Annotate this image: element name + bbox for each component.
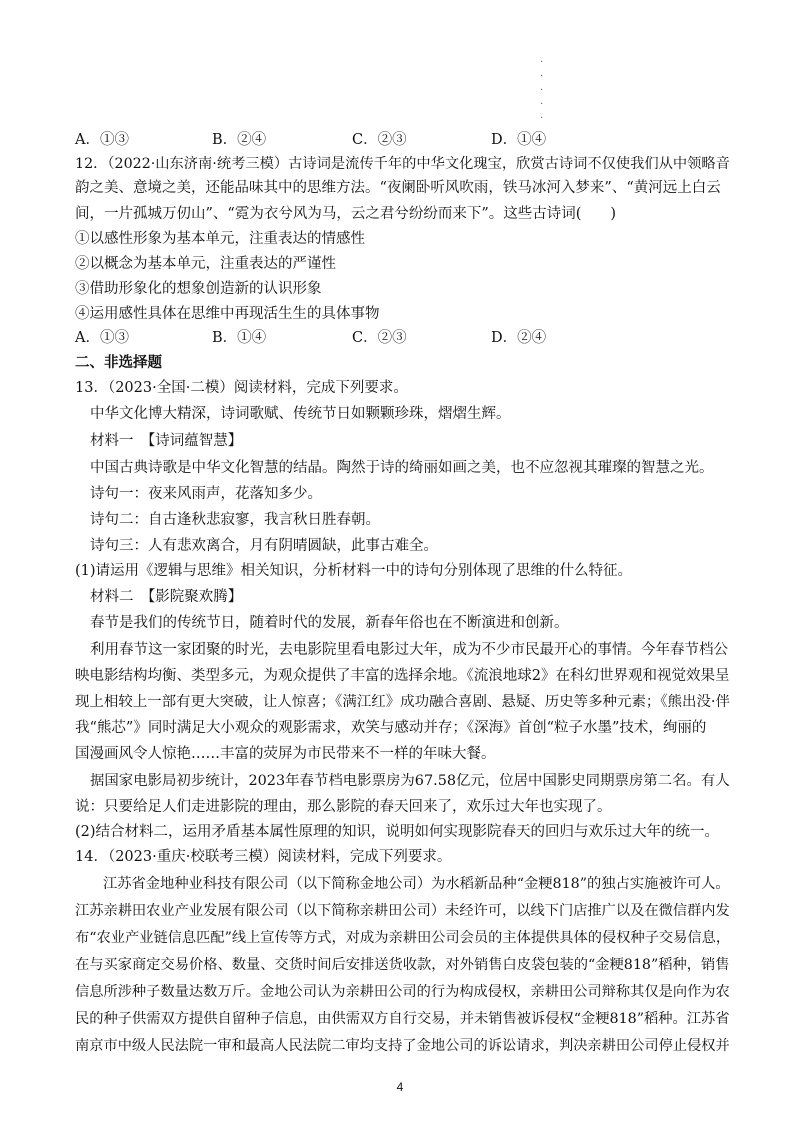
q12-option-a: A．①③ bbox=[75, 330, 129, 346]
q13-material2-title: 材料二 【影院聚欢腾】 bbox=[90, 589, 243, 605]
q13-intro: 中华文化博大精深，诗词歌赋、传统节日如颗颗珍珠，熠熠生辉。 bbox=[90, 406, 511, 422]
q12-stem-line3: 间，一片孤城万仞山”、“霓为衣兮风为马，云之君兮纷纷而来下”。这些古诗词( ) bbox=[75, 206, 617, 222]
q13-material2-para2-line4: 我“熊芯”》同时满足大小观众的观影需求，欢笑与感动并存；《深海》首创“粒子水墨”技术，绚丽的 bbox=[75, 720, 707, 736]
q12-statement-2: ②以概念为基本单元，注重表达的严谨性 bbox=[75, 256, 336, 272]
q12-stem-line1: 12．（2022·山东济南·统考三模）古诗词是流传千年的中华文化瑰宝，欣赏古诗词不仅使我们从中领略音 bbox=[75, 156, 730, 172]
q13-material2-para2-line2: 映电影结构均衡、类型多元，为观众提供了丰富的选择余地。《流浪地球2》在科幻世界观和视觉效果呈 bbox=[75, 668, 730, 684]
q14-material-line6: 民的种子供需双方提供自留种子信息，由供需双方自行交易，并未销售被诉侵权“金粳818”稻种。江苏省 bbox=[75, 1011, 730, 1027]
q13-poem-1: 诗句一：夜来风雨声，花落知多少。 bbox=[90, 486, 322, 502]
q13-material1-paragraph: 中国古典诗歌是中华文化智慧的结晶。陶然于诗的绮丽如画之美，也不应忽视其璀璨的智慧之光。 bbox=[90, 460, 714, 476]
q13-subquestion-1: (1)请运用《逻辑与思维》相关知识，分析材料一中的诗句分别体现了思维的什么特征。 bbox=[75, 563, 633, 579]
q13-material2-para1: 春节是我们的传统节日，随着时代的发展，新春年俗也在不断演进和创新。 bbox=[90, 615, 569, 631]
margin-dots: · · · · · bbox=[540, 57, 544, 124]
q13-material2-para2-line5: 国漫画风令人惊艳……丰富的荧屏为市民带来不一样的年味大餐。 bbox=[75, 746, 496, 762]
q14-material-line5: 信息所涉种子数量达数万斤。金地公司认为亲耕田公司的行为构成侵权，亲耕田公司辩称其仅是向作为农 bbox=[75, 984, 730, 1000]
section-heading: 二、非选择题 bbox=[75, 355, 162, 371]
q12-stem-line2: 韵之美、意境之美，还能品味其中的思维方法。“夜阑卧听风吹雨，铁马冰河入梦来”、“黄河远上白云 bbox=[75, 180, 721, 196]
q12-option-b: B．①④ bbox=[212, 330, 267, 346]
q14-heading: 14．（2023·重庆·校联考三模）阅读材料，完成下列要求。 bbox=[75, 849, 452, 865]
q12-statement-4: ④运用感性具体在思维中再现活生生的具体事物 bbox=[75, 306, 380, 322]
q14-material-line1: 江苏省金地种业科技有限公司（以下简称金地公司）为水稻新品种“金粳818”的独占实施被许可人。 bbox=[103, 876, 730, 892]
q13-poem-3: 诗句三：人有悲欢离合，月有阴晴圆缺，此事古难全。 bbox=[90, 538, 438, 554]
q14-material-line4: 在与买家商定交易价格、数量、交货时间后安排送货收款，对外销售白皮袋包装的“金粳818”稻种，销售 bbox=[75, 957, 730, 973]
q13-material2-para3-line2: 说：只要给足人们走进影院的理由，那么影院的春天回来了，欢乐过大年也实现了。 bbox=[75, 799, 612, 815]
q13-poem-2: 诗句二：自古逢秋悲寂寥，我言秋日胜春朝。 bbox=[90, 512, 380, 528]
q14-material-line7: 南京市中级人民法院一审和最高人民法院二审均支持了金地公司的诉讼请求，判决亲耕田公司停止侵权并 bbox=[75, 1038, 730, 1054]
q12-option-d: D．②④ bbox=[491, 330, 547, 346]
q11-option-c: C．②③ bbox=[352, 132, 407, 148]
q14-material-line3: 布“农业产业链信息匹配”线上宣传等方式，对成为亲耕田公司会员的主体提供具体的侵权种子交易信息， bbox=[75, 930, 731, 946]
q13-heading: 13．（2023·全国·二模）阅读材料，完成下列要求。 bbox=[75, 380, 408, 396]
q11-option-d: D．①④ bbox=[491, 132, 547, 148]
q13-material2-para2-line1: 利用春节这一家团聚的时光，去电影院里看电影过大年，成为不少市民最开心的事情。今年春节档公 bbox=[90, 642, 728, 658]
q14-material-line2: 江苏亲耕田农业产业发展有限公司（以下简称亲耕田公司）未经许可，以线下门店推广以及在微信群内发 bbox=[75, 903, 730, 919]
q13-material1-title: 材料一 【诗词蕴智慧】 bbox=[90, 433, 243, 449]
page-number: 4 bbox=[396, 1080, 404, 1094]
q12-statement-3: ③借助形象化的想象创造新的认识形象 bbox=[75, 281, 322, 297]
q11-option-b: B．②④ bbox=[212, 132, 267, 148]
q11-option-a: A．①③ bbox=[75, 132, 129, 148]
q12-option-c: C．②③ bbox=[352, 330, 407, 346]
q12-statement-1: ①以感性形象为基本单元，注重表达的情感性 bbox=[75, 231, 365, 247]
q13-material2-para2-line3: 现上相较上一部有更大突破，让人惊喜；《满江红》成功融合喜剧、悬疑、历史等多种元素；《熊出没·伴 bbox=[75, 694, 730, 710]
q13-subquestion-2: (2)结合材料二，运用矛盾基本属性原理的知识，说明如何实现影院春天的回归与欢乐过大年的统一。 bbox=[75, 824, 720, 840]
q13-material2-para3-line1: 据国家电影局初步统计，2023年春节档电影票房为67.58亿元，位居中国影史同期票房第二名。有人 bbox=[90, 773, 730, 789]
